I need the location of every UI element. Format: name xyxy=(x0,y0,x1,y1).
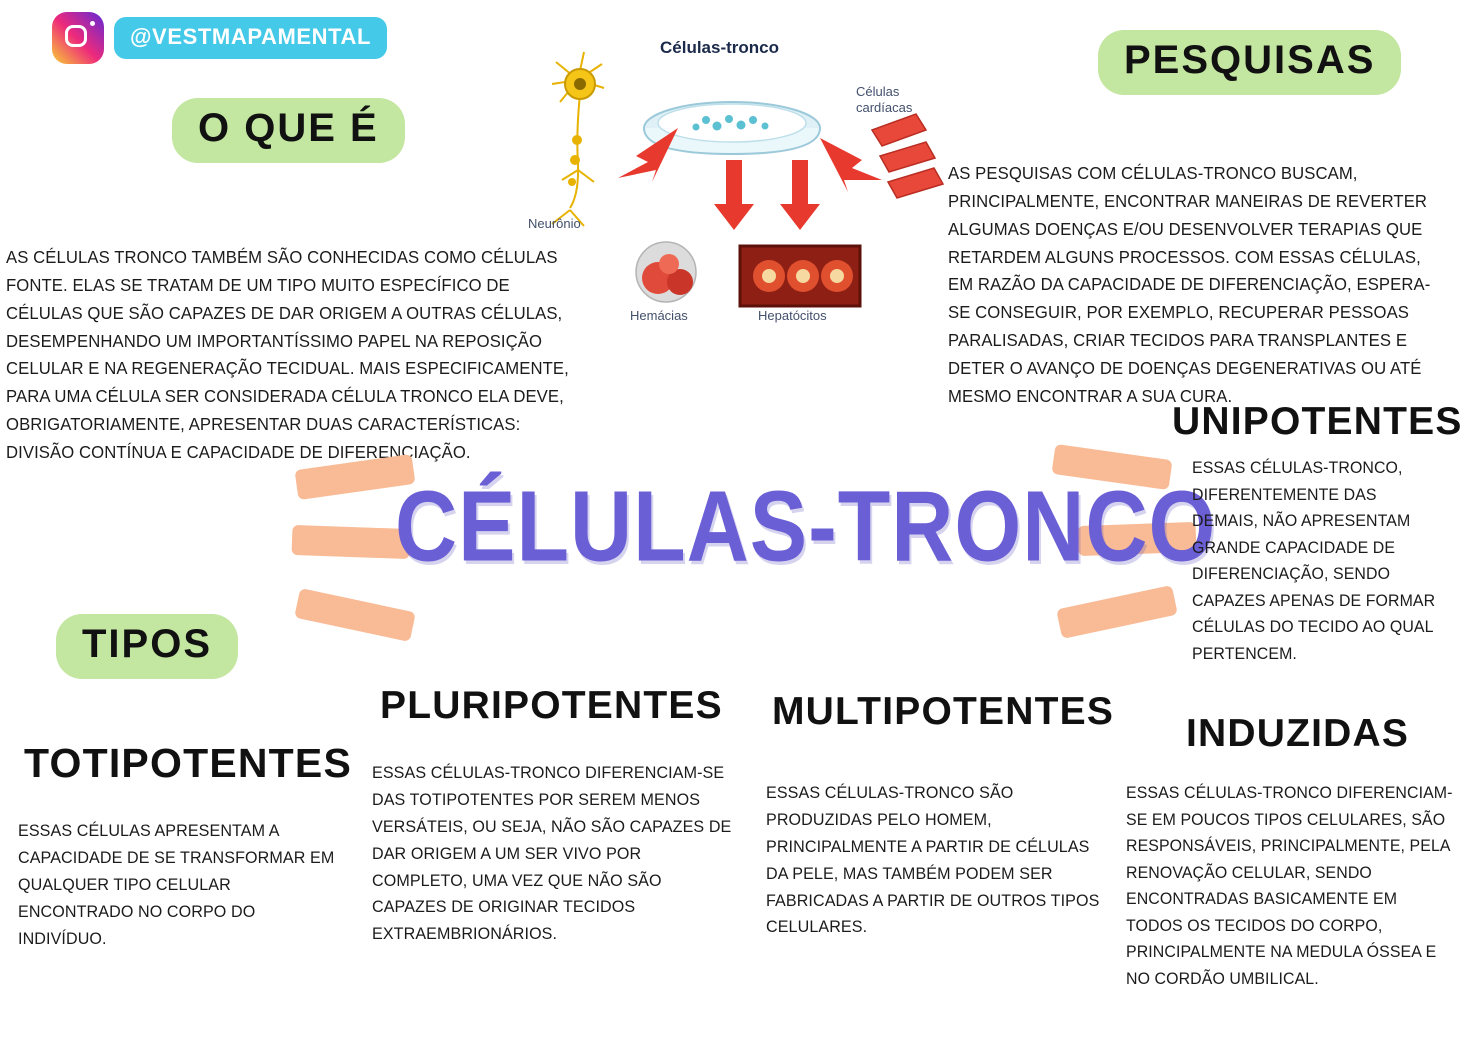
marker-stroke-left-3 xyxy=(294,588,416,642)
diagram-label-neuron: Neurônio xyxy=(528,216,581,231)
diagram-label-hepatocytes: Hepatócitos xyxy=(758,308,827,323)
multipotentes-text: ESSAS CÉLULAS-TRONCO SÃO PRODUZIDAS PELO HOMEM, PRINCIPALMENTE A PARTIR DE CÉLULAS DA PELE, MAS TAMBÉM PODEM SER FABRICADAS A PARTIR DE OUTROS TIPOS CELULARES. xyxy=(766,783,1100,937)
instagram-icon xyxy=(52,12,104,64)
section-title-o-que-e xyxy=(172,98,405,163)
diagram-label-red-cells: Hemácias xyxy=(630,308,688,323)
unipotentes-text: ESSAS CÉLULAS-TRONCO, DIFERENTEMENTE DAS DEMAIS, NÃO APRESENTAM GRANDE CAPACIDADE DE DIFERENCIAÇÃO, SENDO CAPAZES APENAS DE FORMAR CÉLULAS DO TECIDO AO QUAL PERTENCEM. xyxy=(1192,459,1436,664)
section-title-pesquisas xyxy=(1098,30,1401,95)
tipos-label: TIPOS xyxy=(82,622,213,666)
diagram-label-cardiac-2: cardíacas xyxy=(856,100,913,115)
page-title: CÉLULAS-TRONCO xyxy=(395,471,1217,583)
pesquisas-text: AS PESQUISAS COM CÉLULAS-TRONCO BUSCAM, PRINCIPALMENTE, ENCONTRAR MANEIRAS DE REVERTER ALGUMAS DOENÇAS E/OU DESENVOLVER TERAPIAS QUE RETARDEM ALGUNS PROCESSOS. COM ESSAS CÉLULAS, EM RAZÃO DA CAPACIDADE DE DIFERENCIAÇÃO, ESPERA-SE CONSEGUIR, POR EXEMPLO, RECUPERAR PESSOAS PARALISADAS, CRIAR TECIDOS PARA TRANSPLANTES E DETER O AVANÇO DE DOENÇAS DEGENERATIVAS OU ATÉ MESMO ENCONTRAR A SUA CURA. xyxy=(948,163,1431,406)
section-title-induzidas: INDUZIDAS xyxy=(1186,712,1410,755)
o-que-e-text: AS CÉLULAS TRONCO TAMBÉM SÃO CONHECIDAS COMO CÉLULAS FONTE. ELAS SE TRATAM DE UM TIPO MUITO ESPECÍFICO DE CÉLULAS QUE SÃO CAPAZES DE DAR ORIGEM A OUTRAS CÉLULAS, DESEMPENHANDO UM IMPORTANTÍSSIMO PAPEL NA REPOSIÇÃO CELULAR E NA REGENERAÇÃO TECIDUAL. MAIS ESPECIFICAMENTE, PARA UMA CÉLULA SER CONSIDERADA CÉLULA TRONCO ELA DEVE, OBRIGATORIAMENTE, APRESENTAR DUAS CARACTERÍSTICAS: DIVISÃO CONTÍNUA E CAPACIDADE DE DIFERENCIAÇÃO. xyxy=(6,247,569,463)
section-title-totipotentes: TOTIPOTENTES xyxy=(24,740,353,786)
totipotentes-text: ESSAS CÉLULAS APRESENTAM A CAPACIDADE DE SE TRANSFORMAR EM QUALQUER TIPO CELULAR ENCONTRADO NO CORPO DO INDIVÍDUO. xyxy=(18,821,335,948)
pluripotentes-text: ESSAS CÉLULAS-TRONCO DIFERENCIAM-SE DAS TOTIPOTENTES POR SEREM MENOS VERSÁTEIS, OU SEJA, NÃO SÃO CAPAZES DE DAR ORIGEM A UM SER VIVO POR COMPLETO, UMA VEZ QUE NÃO SÃO CAPAZES DE ORIGINAR TECIDOS EXTRAEMBRIONÁRIOS. xyxy=(372,763,732,944)
section-title-pluripotentes: PLURIPOTENTES xyxy=(380,684,723,727)
o-que-e-label: O QUE É xyxy=(198,106,379,150)
marker-stroke-right-3 xyxy=(1056,585,1178,639)
instagram-handle: @VESTMAPAMENTAL xyxy=(114,17,387,59)
section-title-tipos xyxy=(56,614,238,679)
instagram-badge[interactable] xyxy=(52,12,387,64)
marker-stroke-left-2 xyxy=(292,525,411,559)
diagram-title: Células-tronco xyxy=(660,38,780,57)
diagram-label-cardiac: Células xyxy=(856,84,900,99)
stem-cell-diagram xyxy=(520,20,950,330)
section-title-multipotentes: MULTIPOTENTES xyxy=(772,690,1115,733)
pesquisas-label: PESQUISAS xyxy=(1124,38,1376,82)
induzidas-text: ESSAS CÉLULAS-TRONCO DIFERENCIAM-SE EM POUCOS TIPOS CELULARES, SÃO RESPONSÁVEIS, PRINCIPALMENTE, PELA RENOVAÇÃO CELULAR, SENDO ENCONTRADAS BASICAMENTE EM TODOS OS TECIDOS DO CORPO, PRINCIPALMENTE NA MEDULA ÓSSEA E NO CORDÃO UMBILICAL. xyxy=(1126,784,1453,989)
section-title-unipotentes: UNIPOTENTES xyxy=(1172,400,1463,443)
